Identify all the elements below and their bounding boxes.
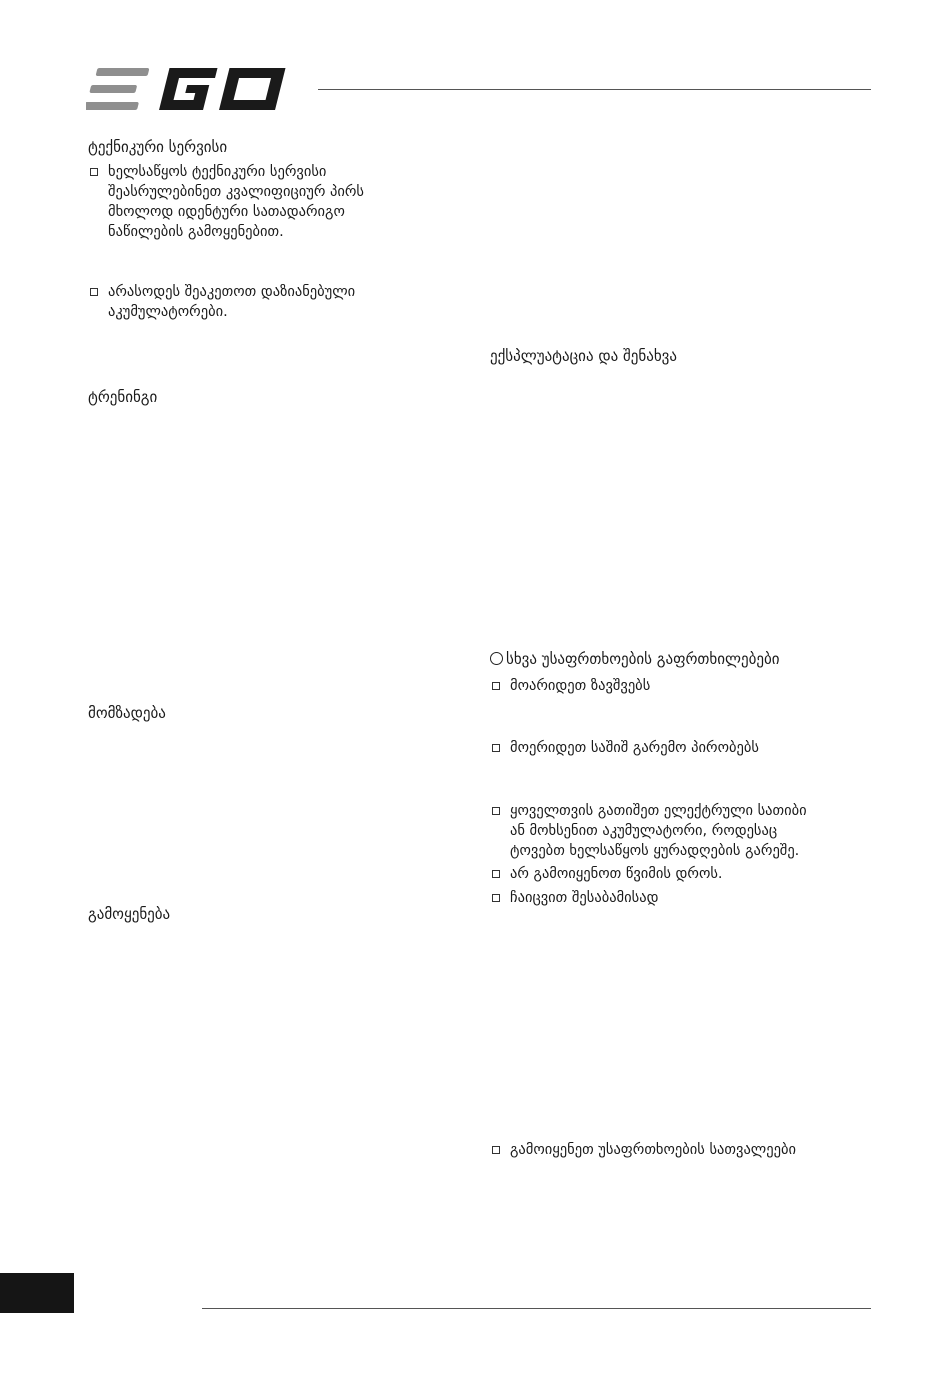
footer-rule — [202, 1308, 871, 1309]
training-heading: ტრენინგი — [88, 388, 158, 406]
list-item-text: გამოიყენეთ უსაფრთხოების სათვალეები — [510, 1142, 796, 1158]
ego-logo-icon — [86, 66, 298, 112]
other-warnings-heading — [490, 650, 780, 668]
checkbox-bullet-icon — [492, 894, 500, 902]
list-item-text: არასოდეს შეაკეთოთ დაზიანებული აკუმულატორები. — [108, 284, 356, 320]
list-item — [492, 801, 872, 861]
list-item — [492, 1140, 872, 1160]
checkbox-bullet-icon — [492, 870, 500, 878]
usage-heading: გამოყენება — [88, 905, 171, 923]
list-item-text: მოერიდეთ საშიშ გარემო პირობებს — [510, 740, 759, 756]
list-item-text: არ გამოიყენოთ წვიმის დროს. — [510, 866, 723, 882]
list-item — [90, 162, 430, 242]
technical-service-heading: ტექნიკური სერვისი — [88, 138, 228, 156]
checkbox-bullet-icon — [90, 288, 98, 296]
list-item-text: ყოველთვის გათიშეთ ელექტრული სათიბი ან მოხსენით აკუმულატორი, როდესაც ტოვებთ ხელსაწყოს ყურადღების გარეშე. — [510, 803, 807, 859]
checkbox-bullet-icon — [492, 744, 500, 752]
list-item-text: ჩაიცვით შესაბამისად — [510, 890, 659, 906]
list-item — [492, 676, 872, 696]
checkbox-bullet-icon — [90, 168, 98, 176]
list-item-text: ხელსაწყოს ტექნიკური სერვისი შეასრულებინეთ კვალიფიციურ პირს მხოლოდ იდენტური სათადარიგო ნაწილების გამოყენებით. — [108, 164, 364, 240]
list-item-text: მოარიდეთ ზავშვებს — [510, 678, 651, 694]
operation-storage-heading: ექსპლუატაცია და შენახვა — [490, 347, 677, 365]
circle-icon — [490, 652, 503, 665]
list-item — [90, 282, 430, 322]
list-item — [492, 888, 872, 908]
header-rule — [318, 89, 871, 90]
checkbox-bullet-icon — [492, 807, 500, 815]
checkbox-bullet-icon — [492, 1146, 500, 1154]
list-item — [492, 864, 872, 884]
checkbox-bullet-icon — [492, 682, 500, 690]
other-warnings-heading-text: სხვა უსაფრთხოების გაფრთხილებები — [506, 650, 780, 668]
list-item — [492, 738, 872, 758]
ego-logo — [86, 66, 298, 112]
page-number-block — [0, 1273, 74, 1313]
preparation-heading: მომზადება — [88, 704, 166, 722]
